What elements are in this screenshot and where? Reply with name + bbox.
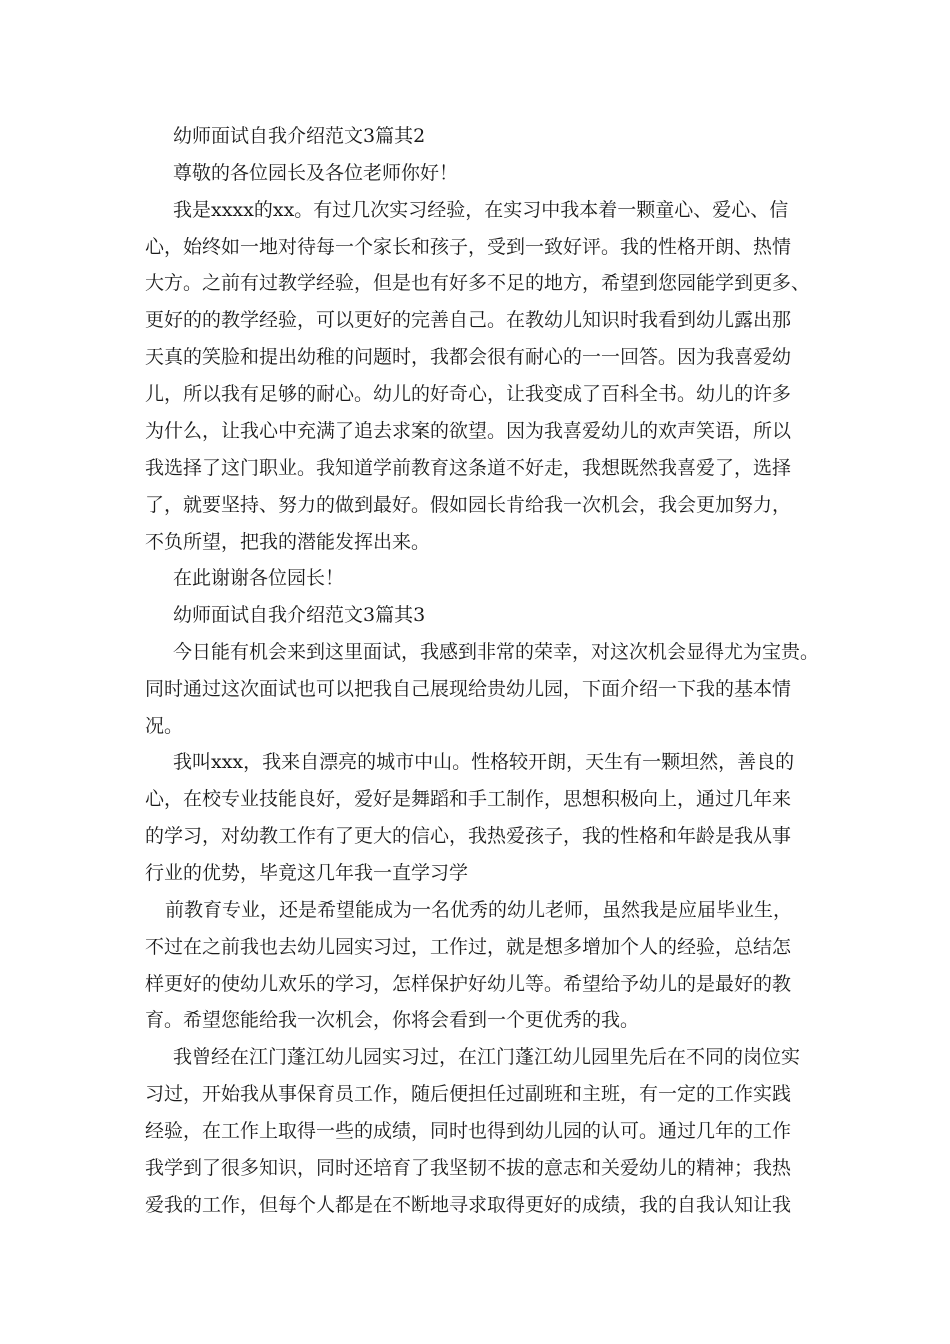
- text-line: 同时通过这次面试也可以把我自己展现给贵幼儿园，下面介绍一下我的基本情: [145, 678, 792, 700]
- text-line: 爱我的工作，但每个人都是在不断地寻求取得更好的成绩，我的自我认知让我: [145, 1194, 792, 1216]
- text-line: 况。: [145, 715, 184, 737]
- text-line: 我曾经在江门蓬江幼儿园实习过，在江门蓬江幼儿园里先后在不同的岗位实: [173, 1046, 801, 1068]
- text-line: 不负所望，把我的潜能发挥出来。: [145, 531, 431, 553]
- text-line: 不过在之前我也去幼儿园实习过，工作过，就是想多增加个人的经验，总结怎: [145, 936, 792, 958]
- text-line: 习过，开始我从事保育员工作，随后便担任过副班和主班，有一定的工作实践: [145, 1083, 792, 1105]
- text-line: 样更好的使幼儿欢乐的学习，怎样保护好幼儿等。希望给予幼儿的是最好的教: [145, 973, 792, 995]
- text-line: 我学到了很多知识，同时还培育了我坚韧不拔的意志和关爱幼儿的精神；我热: [145, 1157, 792, 1179]
- section-heading-2: 幼师面试自我介绍范文3篇其2: [173, 125, 426, 147]
- text-line: 经验，在工作上取得一些的成绩，同时也得到幼儿园的认可。通过几年的工作: [145, 1120, 792, 1142]
- text-line: 前教育专业，还是希望能成为一名优秀的幼儿老师，虽然我是应届毕业生，: [165, 899, 793, 921]
- text-line: 心，在校专业技能良好，爱好是舞蹈和手工制作，思想积极向上，通过几年来: [145, 788, 792, 810]
- text-line: 的学习，对幼教工作有了更大的信心，我热爱孩子，我的性格和年龄是我从事: [145, 825, 792, 847]
- closing-line: 在此谢谢各位园长！: [173, 567, 345, 589]
- text-line: 了，就要坚持、努力的做到最好。假如园长肯给我一次机会，我会更加努力，: [145, 494, 792, 516]
- text-line: 大方。之前有过教学经验，但是也有好多不足的地方，希望到您园能学到更多、: [145, 272, 811, 294]
- text-line: 儿，所以我有足够的耐心。幼儿的好奇心，让我变成了百科全书。幼儿的许多: [145, 383, 792, 405]
- text-line: 为什么，让我心中充满了追去求案的欲望。因为我喜爱幼儿的欢声笑语，所以: [145, 420, 792, 442]
- text-line: 我是xxxx的xx。有过几次实习经验，在实习中我本着一颗童心、爱心、信: [173, 199, 789, 221]
- text-line: 心，始终如一地对待每一个家长和孩子，受到一致好评。我的性格开朗、热情: [145, 236, 792, 258]
- text-line: 我叫xxx，我来自漂亮的城市中山。性格较开朗，天生有一颗坦然，善良的: [173, 751, 795, 773]
- greeting-line: 尊敬的各位园长及各位老师你好！: [173, 162, 459, 184]
- text-line: 今日能有机会来到这里面试，我感到非常的荣幸，对这次机会显得尤为宝贵。: [173, 641, 820, 663]
- text-line: 更好的的教学经验，可以更好的完善自己。在教幼儿知识时我看到幼儿露出那: [145, 309, 792, 331]
- text-line: 行业的优势，毕竟这几年我一直学习学: [145, 862, 469, 884]
- section-heading-3: 幼师面试自我介绍范文3篇其3: [173, 604, 426, 626]
- text-line: 育。希望您能给我一次机会，你将会看到一个更优秀的我。: [145, 1009, 640, 1031]
- text-line: 我选择了这门职业。我知道学前教育这条道不好走，我想既然我喜爱了，选择: [145, 457, 792, 479]
- text-line: 天真的笑脸和提出幼稚的问题时，我都会很有耐心的一一回答。因为我喜爱幼: [145, 346, 792, 368]
